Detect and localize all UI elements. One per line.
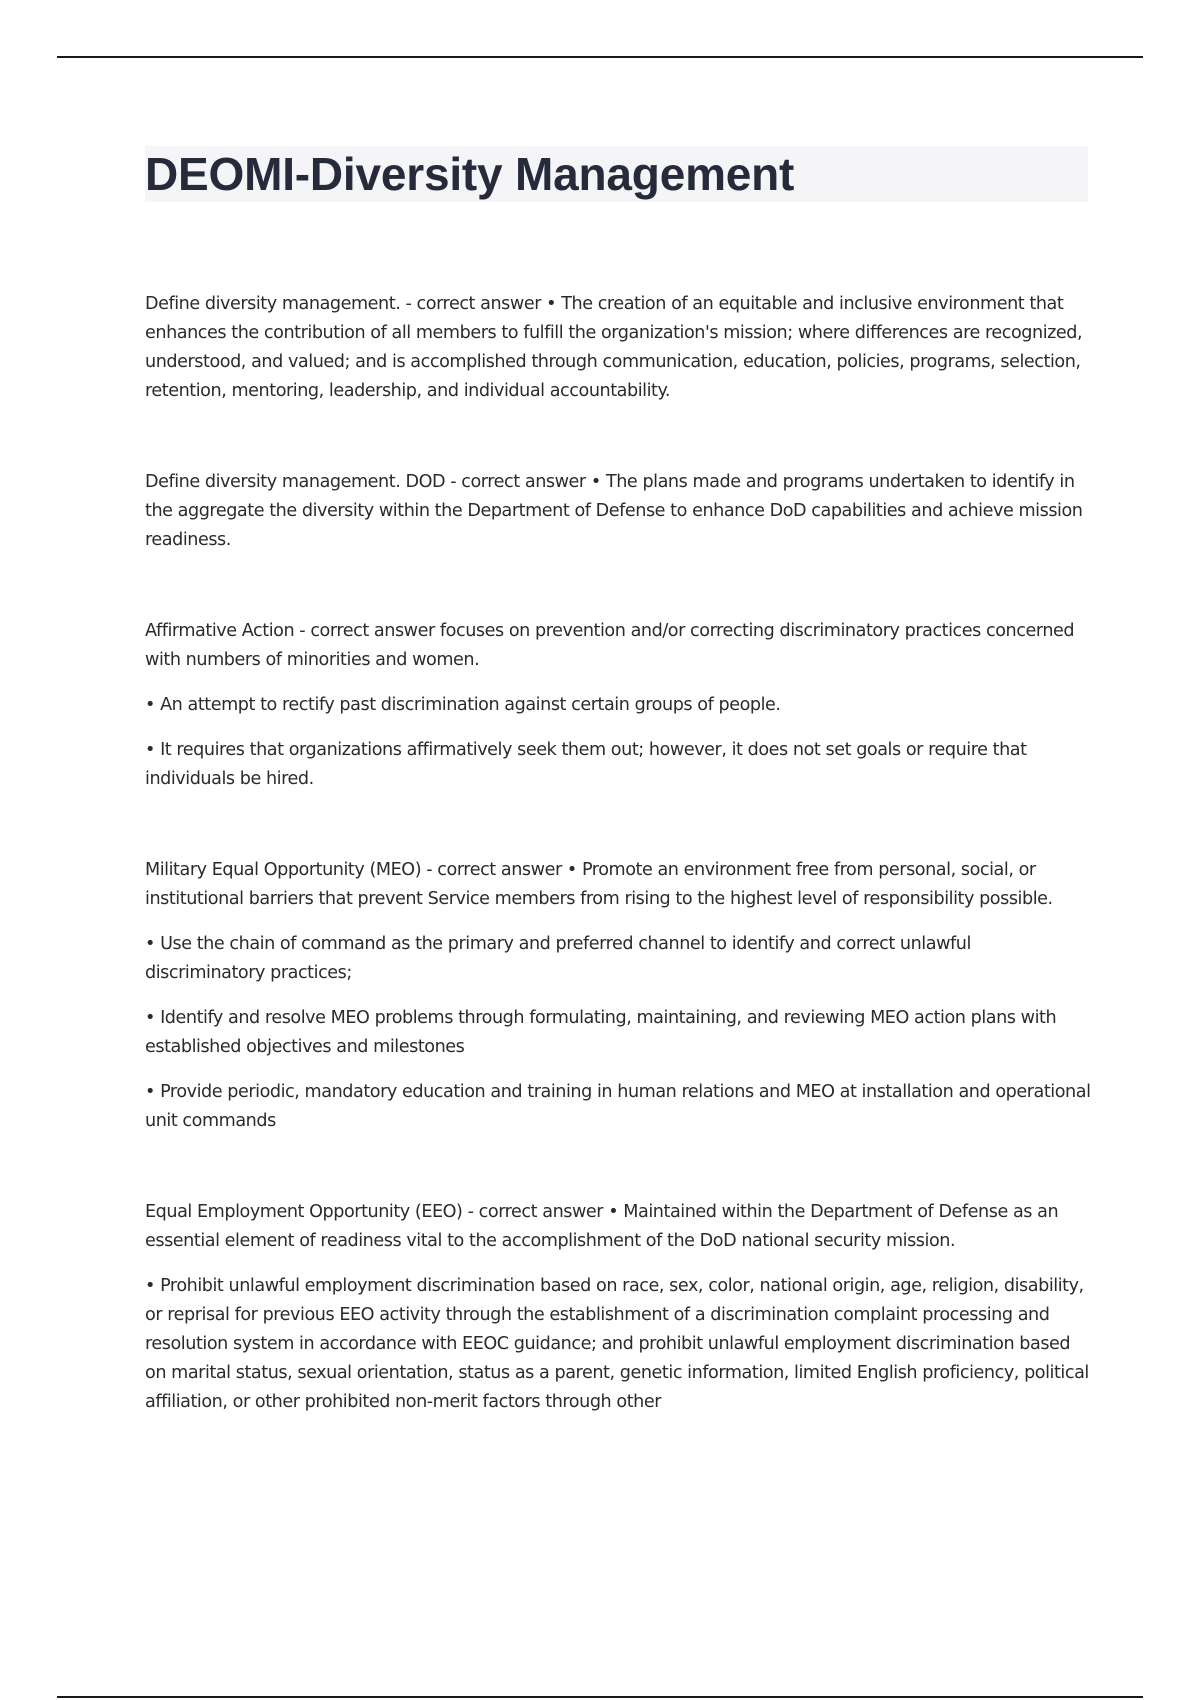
- entry-bullet: • Provide periodic, mandatory education and training in human relations and MEO at installation and operational unit commands: [145, 1082, 1091, 1131]
- entry-affirmative-action: [145, 617, 1095, 794]
- entry-paragraph: Define diversity management. - correct answer • The creation of an equitable and inclusive environment that enhances the contribution of all members to fulfill the organization's mission; where differences are recognized, understood, and valued; and is accomplished through communication, education, policies, programs, selection, retention, mentoring, leadership, and individual accountability.: [145, 294, 1083, 401]
- entry-paragraph: Equal Employment Opportunity (EEO) - correct answer • Maintained within the Department of Defense as an essential element of readiness vital to the accomplishment of the DoD national security mission.: [145, 1202, 1059, 1251]
- entry-bullet: • An attempt to rectify past discrimination against certain groups of people.: [145, 695, 781, 715]
- entry-bullet: • Identify and resolve MEO problems through formulating, maintaining, and reviewing MEO action plans with established objectives and milestones: [145, 1008, 1057, 1057]
- entry-paragraph: Define diversity management. DOD - correct answer • The plans made and programs undertaken to identify in the aggregate the diversity within the Department of Defense to enhance DoD capabilities and achieve mission readiness.: [145, 472, 1083, 550]
- entry-diversity-management: [145, 290, 1095, 406]
- entry-bullet: • Use the chain of command as the primary and preferred channel to identify and correct unlawful discriminatory practices;: [145, 934, 971, 983]
- header-rule: [57, 56, 1143, 58]
- entry-military-equal-opportunity: [145, 856, 1095, 1136]
- entry-paragraph: Affirmative Action - correct answer focuses on prevention and/or correcting discriminatory practices concerned with numbers of minorities and women.: [145, 621, 1075, 670]
- document-title: DEOMI-Diversity Management: [145, 148, 795, 200]
- entry-paragraph: Military Equal Opportunity (MEO) - correct answer • Promote an environment free from personal, social, or institutional barriers that prevent Service members from rising to the highest level of responsibility possible.: [145, 860, 1053, 909]
- entry-diversity-management-dod: [145, 468, 1095, 555]
- document-body: [145, 290, 1095, 1479]
- entry-bullet: • It requires that organizations affirmatively seek them out; however, it does not set goals or require that individuals be hired.: [145, 740, 1027, 789]
- entry-bullet: • Prohibit unlawful employment discrimination based on race, sex, color, national origin, age, religion, disability, or reprisal for previous EEO activity through the establishment of a discrimination complaint processing and resolution system in accordance with EEOC guidance; and prohibit unlawful employment discrimination based on marital status, sexual orientation, status as a parent, genetic information, limited English proficiency, political affiliation, or other prohibited non-merit factors through other: [145, 1276, 1089, 1412]
- footer-rule: [57, 1696, 1143, 1698]
- entry-equal-employment-opportunity: [145, 1198, 1095, 1417]
